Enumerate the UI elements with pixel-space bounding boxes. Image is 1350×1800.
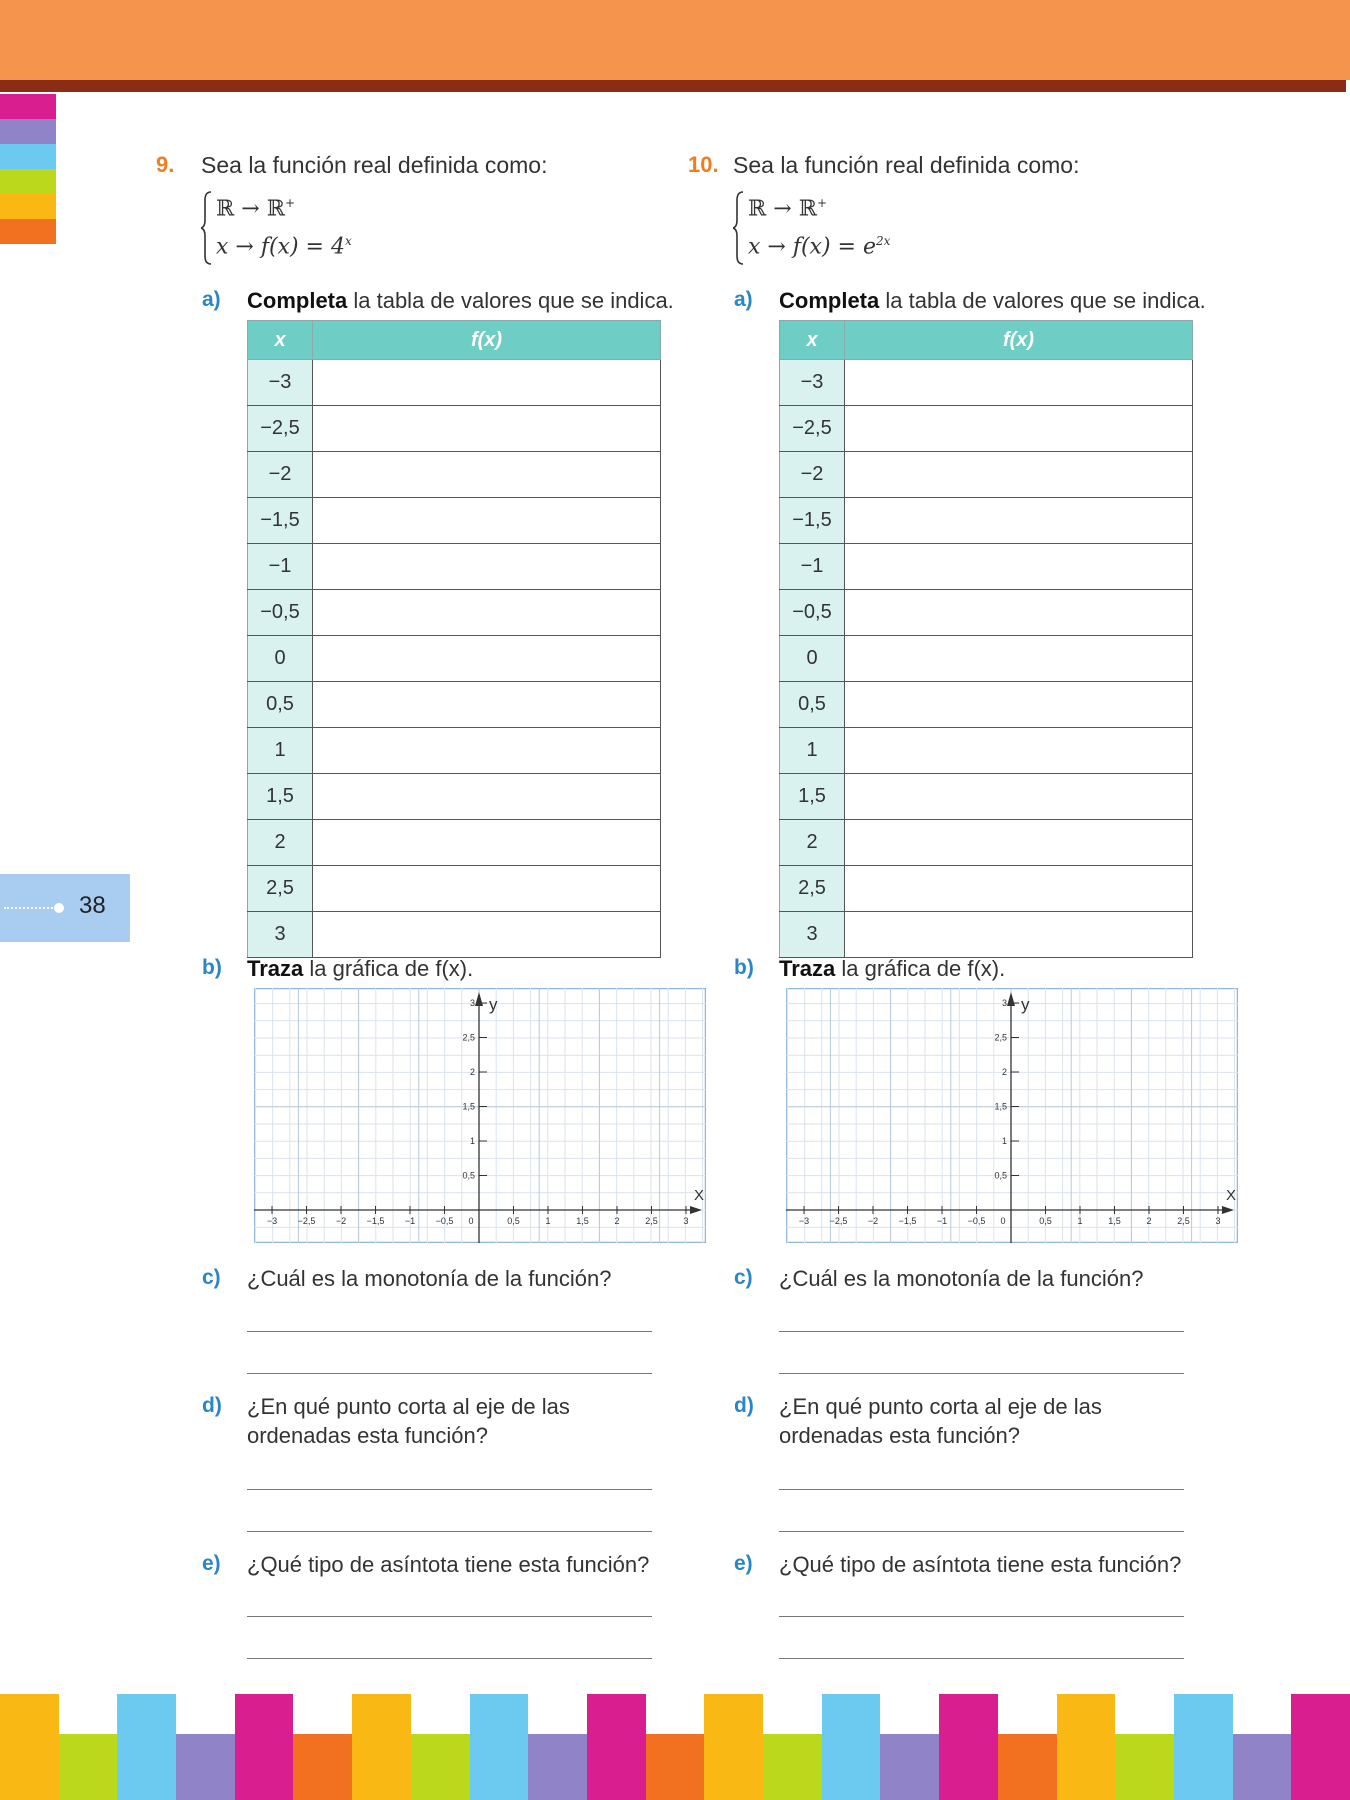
x-tick-label: −1 xyxy=(404,1216,416,1226)
footer-block xyxy=(939,1694,999,1734)
part-a-letter: a) xyxy=(202,288,221,311)
x-axis-label: X xyxy=(694,1187,705,1204)
x-tick-label: −1 xyxy=(936,1216,948,1226)
footer-block xyxy=(470,1734,530,1800)
table-row xyxy=(780,866,1193,912)
footer-block xyxy=(939,1734,999,1800)
footer-block xyxy=(1174,1694,1234,1734)
part-d-letter: d) xyxy=(734,1394,754,1417)
fx-answer-cell[interactable] xyxy=(313,912,661,958)
footer-block xyxy=(176,1694,236,1734)
part-c-letter: c) xyxy=(202,1266,221,1289)
footer-block xyxy=(646,1694,706,1734)
footer-block xyxy=(822,1694,882,1734)
answer-line[interactable] xyxy=(247,1531,652,1532)
y-tick-label: 1,5 xyxy=(994,1101,1007,1112)
table-row xyxy=(780,590,1193,636)
fx-answer-cell[interactable] xyxy=(845,636,1193,682)
answer-line[interactable] xyxy=(779,1531,1184,1532)
x-value-cell: 1 xyxy=(780,728,845,774)
x-tick-label: 2 xyxy=(614,1216,620,1226)
x-tick-label: −2,5 xyxy=(297,1216,316,1226)
header-rule xyxy=(0,80,1346,92)
x-value-cell: 0,5 xyxy=(248,682,313,728)
y-tick-label: 2 xyxy=(1001,1067,1007,1077)
x-tick-label: 2 xyxy=(1146,1216,1152,1226)
x-tick-label: 0,5 xyxy=(507,1216,520,1226)
fx-answer-cell[interactable] xyxy=(845,820,1193,866)
fx-answer-cell[interactable] xyxy=(313,452,661,498)
page-number: 38 xyxy=(79,892,106,919)
footer-block xyxy=(1233,1694,1293,1734)
footer-block xyxy=(1115,1734,1175,1800)
x-tick-label: 1 xyxy=(545,1216,551,1226)
rule-exponent: x xyxy=(344,234,352,248)
exercise-10 xyxy=(688,150,1248,1690)
part-d-letter: d) xyxy=(202,1394,222,1417)
x-tick-label: −3 xyxy=(266,1216,278,1226)
footer-block xyxy=(117,1734,177,1800)
x-tick-label: −0,5 xyxy=(967,1216,986,1226)
x-tick-label: 2,5 xyxy=(645,1216,658,1226)
x-value-cell: −1,5 xyxy=(248,498,313,544)
x-value-cell: −0,5 xyxy=(248,590,313,636)
answer-line[interactable] xyxy=(247,1658,652,1659)
x-value-cell: 0 xyxy=(780,636,845,682)
x-value-cell: 1,5 xyxy=(248,774,313,820)
rule-text: x → f(x) = e xyxy=(748,234,876,260)
footer-block xyxy=(235,1694,295,1734)
footer-block xyxy=(763,1734,823,1800)
table-row xyxy=(248,682,661,728)
fx-answer-cell[interactable] xyxy=(313,682,661,728)
fx-answer-cell[interactable] xyxy=(313,820,661,866)
x-axis-label: X xyxy=(1226,1187,1237,1204)
page-tab-dot xyxy=(54,903,64,913)
table-row xyxy=(248,912,661,958)
x-tick-label: 3 xyxy=(683,1216,689,1226)
x-tick-label: −2 xyxy=(335,1216,347,1226)
footer-block xyxy=(117,1694,177,1734)
footer-block xyxy=(59,1734,119,1800)
y-axis-label: y xyxy=(1021,995,1030,1014)
table-row xyxy=(248,452,661,498)
part-b-rest: la gráfica de f(x). xyxy=(835,956,1006,981)
footer-block xyxy=(470,1694,530,1734)
answer-line[interactable] xyxy=(247,1616,652,1617)
part-c-text: ¿Cuál es la monotonía de la función? xyxy=(779,1266,1144,1291)
part-e-text: ¿Qué tipo de asíntota tiene esta función? xyxy=(779,1552,1182,1577)
y-tick-label: 1 xyxy=(1001,1136,1007,1146)
footer-block xyxy=(763,1694,823,1734)
y-tick-label: 2,5 xyxy=(462,1032,475,1043)
answer-line[interactable] xyxy=(779,1489,1184,1490)
part-b-letter: b) xyxy=(202,956,222,979)
answer-line[interactable] xyxy=(247,1489,652,1490)
table-row xyxy=(780,360,1193,406)
footer-block xyxy=(704,1734,764,1800)
fx-answer-cell[interactable] xyxy=(845,912,1193,958)
part-a-bold: Completa xyxy=(779,288,880,313)
x-value-cell: 3 xyxy=(248,912,313,958)
x-value-cell: −2,5 xyxy=(780,406,845,452)
values-table xyxy=(247,320,661,958)
part-a-letter: a) xyxy=(734,288,753,311)
x-tick-label: 0 xyxy=(468,1216,474,1226)
exercise-9 xyxy=(156,150,716,1690)
table-row xyxy=(780,636,1193,682)
table-header-fx: f(x) xyxy=(845,321,1193,360)
x-value-cell: 1 xyxy=(248,728,313,774)
footer-block xyxy=(822,1734,882,1800)
footer-block xyxy=(1233,1734,1293,1800)
part-b-text xyxy=(247,954,667,983)
exercise-intro: Sea la función real definida como: xyxy=(733,152,1080,178)
footer-block xyxy=(59,1694,119,1734)
footer-block xyxy=(587,1734,647,1800)
table-row xyxy=(780,682,1193,728)
x-tick-label: 2,5 xyxy=(1177,1216,1190,1226)
table-row xyxy=(780,498,1193,544)
fx-answer-cell[interactable] xyxy=(845,682,1193,728)
table-row xyxy=(248,728,661,774)
x-value-cell: −0,5 xyxy=(780,590,845,636)
x-value-cell: 2,5 xyxy=(780,866,845,912)
fx-answer-cell[interactable] xyxy=(313,360,661,406)
footer-block xyxy=(352,1734,412,1800)
fx-answer-cell[interactable] xyxy=(313,498,661,544)
x-tick-label: −2 xyxy=(867,1216,879,1226)
fx-answer-cell[interactable] xyxy=(845,544,1193,590)
page-tab-dotted-line xyxy=(4,907,56,909)
values-table xyxy=(779,320,1193,958)
header-band xyxy=(0,0,1350,80)
color-swatch xyxy=(0,144,56,169)
graph-frame xyxy=(787,989,1238,1243)
x-tick-label: −1,5 xyxy=(898,1216,917,1226)
part-b-bold: Traza xyxy=(247,956,304,981)
part-c-text: ¿Cuál es la monotonía de la función? xyxy=(247,1266,612,1291)
footer-block xyxy=(1291,1734,1350,1800)
part-b-bold: Traza xyxy=(779,956,836,981)
function-domain xyxy=(748,196,827,221)
fx-answer-cell[interactable] xyxy=(845,774,1193,820)
exercise-intro: Sea la función real definida como: xyxy=(201,152,548,178)
part-a-rest: la tabla de valores que se indica. xyxy=(347,288,674,313)
part-b-letter: b) xyxy=(734,956,754,979)
footer-block xyxy=(1057,1694,1117,1734)
x-tick-label: −0,5 xyxy=(435,1216,454,1226)
answer-line[interactable] xyxy=(779,1373,1184,1374)
exercise-number: 10. xyxy=(688,152,719,177)
answer-line[interactable] xyxy=(247,1373,652,1374)
footer-block xyxy=(998,1694,1058,1734)
table-row xyxy=(248,590,661,636)
graph-frame xyxy=(255,989,706,1243)
table-row xyxy=(780,406,1193,452)
footer-block xyxy=(880,1734,940,1800)
answer-line[interactable] xyxy=(779,1331,1184,1332)
y-tick-label: 1,5 xyxy=(462,1101,475,1112)
part-e-letter: e) xyxy=(202,1552,221,1575)
x-tick-label: 1 xyxy=(1077,1216,1083,1226)
x-value-cell: −3 xyxy=(780,360,845,406)
table-row xyxy=(248,820,661,866)
footer-block xyxy=(880,1694,940,1734)
part-a-bold: Completa xyxy=(247,288,348,313)
y-tick-label: 3 xyxy=(1001,998,1007,1008)
footer-block xyxy=(528,1694,588,1734)
part-d-text: ¿En qué punto corta al eje de las ordenadas esta función? xyxy=(247,1394,570,1448)
fx-answer-cell[interactable] xyxy=(845,728,1193,774)
part-c-letter: c) xyxy=(734,1266,753,1289)
footer-block xyxy=(235,1734,295,1800)
footer-block xyxy=(176,1734,236,1800)
part-a-text xyxy=(779,286,1219,315)
x-tick-label: −2,5 xyxy=(829,1216,848,1226)
domain-text: ℝ → ℝ xyxy=(748,196,817,222)
table-row xyxy=(248,774,661,820)
part-e-letter: e) xyxy=(734,1552,753,1575)
fx-answer-cell[interactable] xyxy=(845,452,1193,498)
color-swatch xyxy=(0,194,56,219)
answer-line[interactable] xyxy=(247,1331,652,1332)
footer-block xyxy=(704,1694,764,1734)
x-tick-label: 1,5 xyxy=(576,1216,589,1226)
table-row xyxy=(248,498,661,544)
x-value-cell: −2 xyxy=(248,452,313,498)
footer-block xyxy=(411,1694,471,1734)
fx-answer-cell[interactable] xyxy=(313,636,661,682)
function-rule xyxy=(748,234,890,259)
domain-superscript: + xyxy=(285,196,296,210)
x-value-cell: −1 xyxy=(780,544,845,590)
table-row xyxy=(780,728,1193,774)
fx-answer-cell[interactable] xyxy=(845,590,1193,636)
part-b-rest: la gráfica de f(x). xyxy=(303,956,474,981)
y-tick-label: 1 xyxy=(469,1136,475,1146)
y-tick-label: 2,5 xyxy=(994,1032,1007,1043)
color-swatch xyxy=(0,119,56,144)
graph-grid[interactable] xyxy=(254,988,706,1243)
fx-answer-cell[interactable] xyxy=(845,360,1193,406)
rule-text: x → f(x) = 4 xyxy=(216,234,345,260)
part-d-text: ¿En qué punto corta al eje de las ordenadas esta función? xyxy=(779,1394,1102,1448)
y-tick-label: 3 xyxy=(469,998,475,1008)
footer-block xyxy=(1291,1694,1350,1734)
footer-block xyxy=(587,1694,647,1734)
function-domain xyxy=(216,196,295,221)
domain-superscript: + xyxy=(817,196,828,210)
fx-answer-cell[interactable] xyxy=(313,590,661,636)
table-header-fx: f(x) xyxy=(313,321,661,360)
y-tick-label: 2 xyxy=(469,1067,475,1077)
graph-grid[interactable] xyxy=(786,988,1238,1243)
footer-block xyxy=(646,1734,706,1800)
footer-block xyxy=(0,1734,60,1800)
footer-block xyxy=(411,1734,471,1800)
table-row xyxy=(780,544,1193,590)
x-value-cell: −3 xyxy=(248,360,313,406)
table-row xyxy=(248,360,661,406)
y-tick-label: 0,5 xyxy=(994,1170,1007,1181)
x-tick-label: 0,5 xyxy=(1039,1216,1052,1226)
x-tick-label: 1,5 xyxy=(1108,1216,1121,1226)
table-row xyxy=(248,866,661,912)
x-value-cell: 2 xyxy=(780,820,845,866)
brace-icon xyxy=(733,190,743,266)
x-tick-label: 3 xyxy=(1215,1216,1221,1226)
fx-answer-cell[interactable] xyxy=(313,728,661,774)
page-number-tab xyxy=(0,874,130,942)
x-value-cell: 2 xyxy=(248,820,313,866)
fx-answer-cell[interactable] xyxy=(313,774,661,820)
x-value-cell: 2,5 xyxy=(248,866,313,912)
table-row xyxy=(248,406,661,452)
x-value-cell: −2 xyxy=(780,452,845,498)
x-value-cell: 0,5 xyxy=(780,682,845,728)
color-swatch xyxy=(0,169,56,194)
exercise-number: 9. xyxy=(156,152,175,177)
footer-block xyxy=(998,1734,1058,1800)
color-swatch xyxy=(0,219,56,244)
decorative-footer-band xyxy=(0,1694,1350,1800)
table-row xyxy=(780,912,1193,958)
footer-block xyxy=(293,1694,353,1734)
x-tick-label: −3 xyxy=(798,1216,810,1226)
footer-block xyxy=(293,1734,353,1800)
x-value-cell: 3 xyxy=(780,912,845,958)
footer-block xyxy=(1115,1694,1175,1734)
x-value-cell: −2,5 xyxy=(248,406,313,452)
answer-line[interactable] xyxy=(779,1616,1184,1617)
table-row xyxy=(780,774,1193,820)
function-rule xyxy=(216,234,352,259)
rule-exponent: 2x xyxy=(875,234,891,248)
y-tick-label: 0,5 xyxy=(462,1170,475,1181)
fx-answer-cell[interactable] xyxy=(313,866,661,912)
footer-block xyxy=(528,1734,588,1800)
answer-line[interactable] xyxy=(779,1658,1184,1659)
footer-block xyxy=(352,1694,412,1734)
part-a-rest: la tabla de valores que se indica. xyxy=(879,288,1206,313)
table-row xyxy=(248,636,661,682)
color-swatch xyxy=(0,94,56,119)
x-tick-label: 0 xyxy=(1000,1216,1006,1226)
footer-block xyxy=(0,1694,60,1734)
table-row xyxy=(780,452,1193,498)
part-a-text xyxy=(247,286,687,315)
table-row xyxy=(780,820,1193,866)
x-value-cell: −1 xyxy=(248,544,313,590)
part-e-text: ¿Qué tipo de asíntota tiene esta función? xyxy=(247,1552,650,1577)
x-tick-label: −1,5 xyxy=(366,1216,385,1226)
part-b-text xyxy=(779,954,1199,983)
table-row xyxy=(248,544,661,590)
fx-answer-cell[interactable] xyxy=(845,866,1193,912)
fx-answer-cell[interactable] xyxy=(845,406,1193,452)
table-header-x: x xyxy=(780,321,845,360)
domain-text: ℝ → ℝ xyxy=(216,196,285,222)
x-value-cell: 0 xyxy=(248,636,313,682)
y-axis-label: y xyxy=(489,995,498,1014)
brace-icon xyxy=(201,190,211,266)
footer-block xyxy=(1057,1734,1117,1800)
footer-block xyxy=(1174,1734,1234,1800)
fx-answer-cell[interactable] xyxy=(845,498,1193,544)
table-header-x: x xyxy=(248,321,313,360)
fx-answer-cell[interactable] xyxy=(313,406,661,452)
x-value-cell: −1,5 xyxy=(780,498,845,544)
x-value-cell: 1,5 xyxy=(780,774,845,820)
fx-answer-cell[interactable] xyxy=(313,544,661,590)
